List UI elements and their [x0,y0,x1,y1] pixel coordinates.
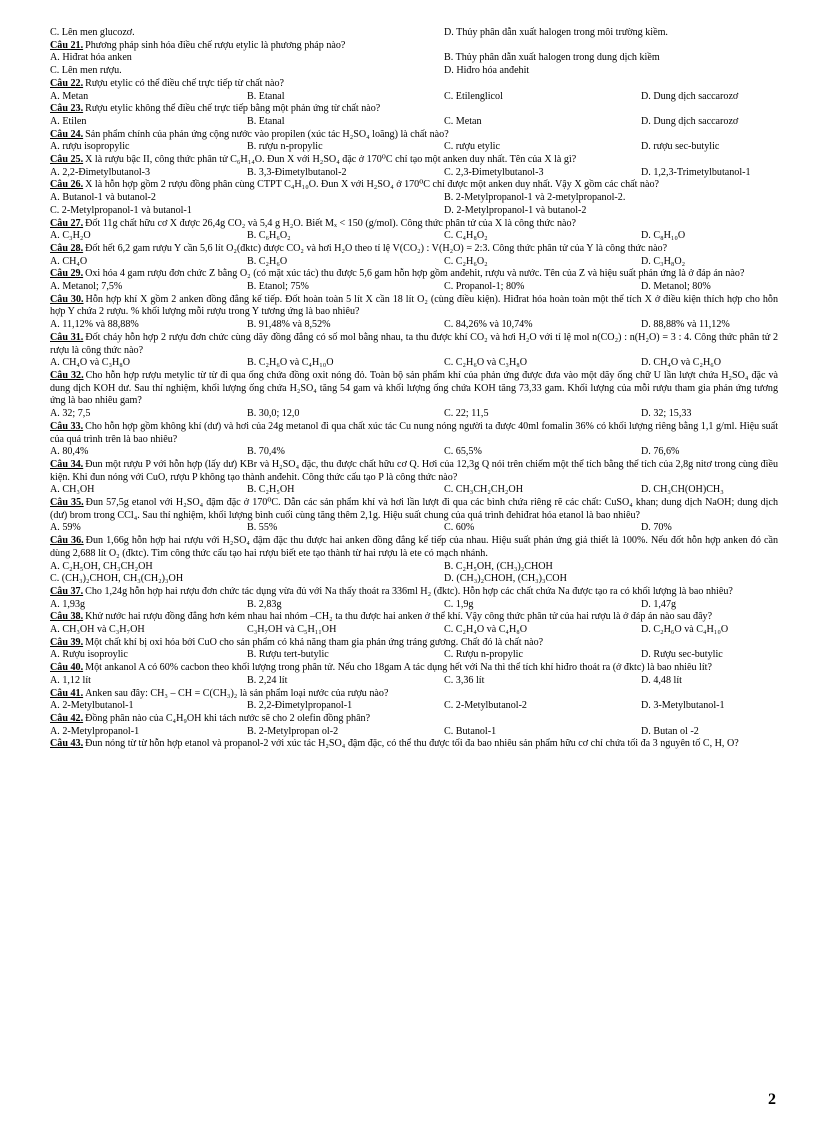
answer-option: B. 3,3-Đimetylbutanol-2 [247,166,347,178]
answer-option: C. Butanol-1 [444,725,497,737]
answer-option: A. 1,93g [50,598,86,610]
answer-option: A. 32; 7,5 [50,408,91,420]
answer-options [50,256,778,269]
answer-option: C. C₂H₆O₂ [444,255,488,267]
question-stem [50,332,778,357]
answer-option: D. C₈H₁₀O [641,230,686,242]
answer-option: C. 2-Metylpropanol-1 và butanol-1 [50,204,192,216]
question-number: Câu 22. [50,77,84,89]
answer-options [50,408,778,421]
answer-options [50,192,778,205]
answer-option: B. 70,4% [247,446,285,458]
question-text: Cho hỗn hợp rượu metylic từ từ đi qua ống chứa đồng oxit nóng đỏ. Toàn bộ sản phẩm khí của phản ứng được đưa vào một dãy ống chữ U lần lượt chứa H₂SO₄ đặc và dung dịch KOH dư. Sau thí nghiệm, khối lượng ống chứa H₂SO₄ tăng 54 gam và khối lượng ống chứa KOH tăng 73,33 gam. Khối lượng của mỗi rượu tham gia phản ứng tương ứng là bao nhiêu gam? [50,369,778,407]
answer-options [50,700,778,713]
answer-option: D. 32; 15,33 [641,408,692,420]
answer-option: B. C₆H₆O₂ [247,230,291,242]
answer-option: D. 2-Metylpropanol-1 và butanol-2 [444,204,587,216]
answer-option: C. 2-Metylbutanol-2 [444,700,527,712]
answer-option: A. CH₃OH và C₃H₇OH [50,624,145,636]
answer-options [50,357,778,370]
answer-option: A. C₃H₂O [50,230,91,242]
question-number: Câu 28. [50,242,84,254]
question-stem [50,78,778,91]
answer-option: B. rượu n-propylic [247,141,323,153]
answer-options [50,205,778,218]
question-text: Đun 57,5g etanol với H₂SO₄ đậm đặc ở 170⁰C. Dẫn các sản phẩm khí và hơi lần lượt đi qua các bình chứa riêng rẽ các chất: CuSO₄ khan; dung dịch NaOH; dung dịch (dư) brom trong CCl₄. Sau thí nghiệm, khối lượng bình cuối cùng tăng thêm 2,1g. Hiệu suất chung của quá trình đehiđrat hóa etanol là bao nhiêu? [50,497,779,521]
answer-option: A. 2-Metylpropanol-1 [50,725,140,737]
question-stem [50,294,778,319]
answer-option: D. Butan ol -2 [641,725,699,737]
question-stem [50,459,778,484]
question-number: Câu 39. [50,636,84,648]
question-number: Câu 25. [50,154,84,166]
answer-options [50,281,778,294]
answer-option: B. 30,0; 12,0 [247,408,300,420]
answer-option: D. Thủy phân dẫn xuất halogen trong môi trường kiềm. [444,27,668,38]
answer-option: C. C₄H₈O₂ [444,230,488,242]
question-number: Câu 26. [50,179,84,191]
question-text: X là rượu bậc II, công thức phân tử C₆H₁₄O. Đun X với H₂SO₄ đặc ở 170⁰C chỉ tạo một anken duy nhất. Tên của X là gì? [85,154,577,166]
question-text: Đốt 11g chất hữu cơ X được 26,4g CO₂ và 5,4 g H₂O. Biết Mₓ < 150 (g/mol). Công thức phân tử của X là công thức nào? [85,217,577,229]
question-stem [50,103,778,116]
answer-options [50,599,778,612]
answer-options [50,65,778,78]
answer-option: B. C₂H₅OH [247,484,295,496]
answer-option: C. rượu etylic [444,141,500,153]
answer-options [50,573,778,586]
answer-option: C. 1,9g [444,598,474,610]
question-text: Một ankanol A có 60% cacbon theo khối lượng trong phân tử. Nếu cho 18gam A tác dụng hết với Na thì thể tích khí hiđro thoát ra (ở đktc) là bao nhiêu lít? [85,662,712,674]
page-number: 2 [768,1091,776,1108]
answer-option: C. Etilenglicol [444,90,503,102]
exam-document [50,27,778,751]
answer-option: C. 22; 11,5 [444,408,489,420]
answer-option: D. 3-Metylbutanol-1 [641,700,725,712]
answer-options [50,319,778,332]
question-stem [50,637,778,650]
answer-options [50,522,778,535]
answer-option: C. (CH₃)₂CHOH, CH₃(CH₂)₃OH [50,573,184,585]
answer-option: B. Thủy phân dẫn xuất halogen trong dung dịch kiềm [444,52,660,64]
question-stem [50,129,778,142]
answer-option: A. Metan [50,90,89,102]
answer-options [50,484,778,497]
question-text: Đốt cháy hỗn hợp 2 rượu đơn chức cùng dãy đồng đẳng có số mol bằng nhau, ta thu được khí CO₂ và hơi H₂O với tỉ lệ mol n(CO₂) : n(H₂O) = 3 : 4. Công thức phân tử 2 rượu là công thức nào? [50,331,778,356]
question-stem [50,738,778,751]
answer-option: A. CH₃OH [50,484,95,496]
answer-option: D. rượu sec-butylic [641,141,720,153]
answer-option: B. 55% [247,522,278,534]
answer-option: A. Rượu isoproylic [50,649,128,661]
question-stem [50,154,778,167]
question-number: Câu 33. [50,420,84,432]
answer-option: C. Lên men rượu. [50,65,122,77]
question-number: Câu 24. [50,128,84,140]
answer-option: D. Metanol; 80% [641,281,711,293]
question-stem [50,713,778,726]
answer-option: A. Butanol-1 và butanol-2 [50,192,156,204]
answer-option: D. CH₃CH(OH)CH₃ [641,484,724,496]
answer-options [50,675,778,688]
question-text: Anken sau đây: CH₃ – CH = C(CH₃)₂ là sản phẩm loại nước của rượu nào? [85,687,389,699]
answer-option: B. C₂H₆O [247,255,288,267]
answer-options [50,91,778,104]
answer-options [50,141,778,154]
question-text: Rượu etylic không thể điều chế trực tiếp bằng một phản ứng từ chất nào? [85,103,381,115]
question-number: Câu 27. [50,217,84,229]
answer-option: D. 76,6% [641,446,680,458]
answer-option: C. Metan [444,115,482,127]
answer-option: B. Rượu tert-butylic [247,649,329,661]
question-text: Cho hỗn hợp gồm không khí (dư) và hơi của 24g metanol đi qua chất xúc tác Cu nung nóng người ta được 40ml fomalin 36% có khối lượng riêng bằng 1,1 g/ml. Hiệu suất của quá trình trên là bao nhiêu? [50,420,778,445]
answer-option: A. Etilen [50,115,87,127]
question-text: Đun 1,66g hỗn hợp hai rượu với H₂SO₄ đậm đặc thu được hai anken đồng đẳng kế tiếp của nhau. Hiệu suất phản ứng giả thiết là 100%. Nếu đốt hỗn hợp anken đó cần dùng 2,688 lít O₂ (đktc). Tìm công thức cấu tạo hai rượu biết ete tạo thành từ hai rượu là ete có mạch nhánh. [50,535,778,559]
question-stem [50,662,778,675]
question-number: Câu 38. [50,611,84,623]
answer-option: D. Dung dịch saccarozơ [641,90,739,102]
question-text: Đốt hết 6,2 gam rượu Y cần 5,6 lít O₂(đktc) được CO₂ và hơi H₂O theo tỉ lệ V(CO₂) : V(H₂O) = 2:3. Công thức phân tử của Y là công thức nào? [85,242,668,254]
answer-option: C. 84,26% và 10,74% [444,319,533,331]
question-text: Oxi hóa 4 gam rượu đơn chức Z bằng O₂ (có mặt xúc tác) thu được 5,6 gam hỗn hợp gồm anđehit, rượu và nước. Tên của Z và hiệu suất phản ứng là ở đáp án nào? [85,268,745,280]
answer-options [50,27,778,40]
answer-option: D. 1,47g [641,598,677,610]
answer-option: C. Propanol-1; 80% [444,281,525,293]
answer-option: D. Dung dịch saccarozơ [641,115,739,127]
answer-option: A. Hiđrat hóa anken [50,52,132,64]
question-number: Câu 40. [50,662,84,674]
question-stem [50,497,778,522]
answer-option: C. Rượu n-propylic [444,649,523,661]
question-stem [50,243,778,256]
question-number: Câu 42. [50,712,84,724]
answer-option: C. 65,5% [444,446,482,458]
answer-option: D. 88,88% và 11,12% [641,319,730,331]
answer-options [50,649,778,662]
answer-option: A. 11,12% và 88,88% [50,319,139,331]
answer-option: B. 2-Metylpropan ol-2 [247,725,339,737]
answer-option: C. C₂H₄O và C₄H₈O [444,624,528,636]
question-stem [50,586,778,599]
question-text: Một chất khí bị oxi hóa bởi CuO cho sản phẩm có khả năng tham gia phản ứng tráng gương. Chất đó là chất nào? [85,636,544,648]
question-number: Câu 21. [50,39,84,51]
answer-option: D. 4,48 lít [641,674,682,686]
answer-option: C. C₂H₆O và C₃H₈O [444,357,528,369]
answer-option: B. Etanal [247,115,285,127]
answer-option: B. 91,48% và 8,52% [247,319,331,331]
question-text: Đồng phân nào của C₄H₉OH khi tách nước sẽ cho 2 olefin đồng phân? [85,712,371,724]
question-stem [50,421,778,446]
question-stem [50,40,778,53]
question-number: Câu 36. [50,535,84,547]
question-number: Câu 32. [50,369,84,381]
question-text: Rượu etylic có thể điều chế trực tiếp từ chất nào? [85,77,284,89]
question-text: Đun một rượu P với hỗn hợp (lấy dư) KBr và H₂SO₄ đặc, thu được chất hữu cơ Q. Hơi của 12,3g Q nói trên chiếm một thể tích bằng thể tích của 2,8g nitơ trong cùng điều kiện. Khi đun nóng với CuO, rượu P không tạo thành anđehit. Công thức cấu tạo P là công thức nào? [50,458,779,483]
answer-option: D. CH₄O và C₂H₆O [641,357,722,369]
question-text: Sản phẩm chính của phản ứng cộng nước vào propilen (xúc tác H₂SO₄ loãng) là chất nào? [85,128,449,140]
answer-options [50,116,778,129]
question-text: Khử nước hai rượu đồng đẳng hơn kém nhau hai nhóm –CH₂ ta thu được hai anken ở thể khí. Vậy công thức phân tử của hai rượu là ở đáp án nào sau đây? [85,611,713,623]
answer-option: C₃H₇OH và C₅H₁₁OH [247,624,337,636]
answer-options [50,230,778,243]
answer-option: C. Lên men glucozơ. [50,27,135,38]
question-text: Đun nóng từ từ hỗn hợp etanol và propanol-2 với xúc tác H₂SO₄ đậm đặc, có thể thu được tối đa bao nhiêu sản phẩm hữu cơ chỉ chứa tối đa 3 nguyên tố C, H, O? [85,738,739,750]
answer-option: C. CH₃CH₂CH₂OH [444,484,523,496]
answer-option: C. 60% [444,522,475,534]
answer-option: D. Rượu sec-butylic [641,649,723,661]
answer-option: A. C₂H₅OH, CH₃CH₂OH [50,560,153,572]
question-text: Phương pháp sinh hóa điều chế rượu etylic là phương pháp nào? [85,39,346,51]
answer-options [50,167,778,180]
answer-option: A. 80,4% [50,446,89,458]
answer-option: B. Etanol; 75% [247,281,309,293]
answer-options [50,726,778,739]
question-stem [50,535,778,560]
answer-option: B. C₂H₅OH, (CH₃)₂CHOH [444,560,553,572]
answer-option: B. C₂H₆O và C₄H₁₀O [247,357,334,369]
question-number: Câu 41. [50,687,84,699]
answer-option: B. Etanal [247,90,285,102]
question-text: Hỗn hợp khí X gồm 2 anken đồng đẳng kế tiếp. Đốt hoàn toàn 5 lít X cần 18 lít O₂ (cùng điều kiện). Hiđrat hóa hoàn toàn một thể tích X ở điều kiện thích hợp cho hỗn hợp Y chứa 2 rượu. % khối lượng mỗi rượu trong Y tương ứng là bao nhiêu? [50,293,778,318]
question-text: X là hỗn hợp gồm 2 rượu đồng phân cùng CTPT C₄H₁₀O. Đun X với H₂SO₄ ở 170⁰C chỉ được một anken duy nhất. Vậy X gồm các chất nào? [85,179,659,191]
question-number: Câu 34. [50,458,84,470]
answer-options [50,561,778,574]
answer-option: D. C₃H₈O₂ [641,255,686,267]
answer-option: A. 1,12 lít [50,674,91,686]
answer-option: A. CH₄O và C₃H₈O [50,357,131,369]
answer-options [50,624,778,637]
answer-option: B. 2-Metylpropanol-1 và 2-metylpropanol-2. [444,192,626,204]
question-number: Câu 43. [50,738,84,750]
question-stem [50,688,778,701]
question-number: Câu 30. [50,293,84,305]
question-stem [50,268,778,281]
answer-option: D. C₂H₆O và C₄H₁₀O [641,624,729,636]
answer-option: C. 2,3-Đimetylbutanol-3 [444,166,544,178]
question-stem [50,218,778,231]
question-stem [50,611,778,624]
answer-options [50,446,778,459]
question-stem [50,179,778,192]
answer-option: A. CH₄O [50,255,88,267]
answer-option: A. 2,2-Đimetylbutanol-3 [50,166,151,178]
answer-option: A. Metanol; 7,5% [50,281,123,293]
answer-option: A. 59% [50,522,81,534]
answer-option: B. 2,83g [247,598,282,610]
question-number: Câu 35. [50,497,84,509]
answer-option: D. 1,2,3-Trimetylbutanol-1 [641,166,751,178]
question-number: Câu 23. [50,103,84,115]
question-text: Cho 1,24g hỗn hợp hai rượu đơn chức tác dụng vừa đủ với Na thấy thoát ra 336ml H₂ (đktc). Hỗn hợp các chất chứa Na được tạo ra có khối lượng là bao nhiêu? [85,585,733,597]
answer-option: D. Hiđro hóa anđehit [444,65,530,77]
answer-option: D. 70% [641,522,672,534]
question-number: Câu 31. [50,331,84,343]
question-number: Câu 37. [50,585,84,597]
question-stem [50,370,778,408]
answer-option: A. 2-Metylbutanol-1 [50,700,134,712]
question-number: Câu 29. [50,268,84,280]
answer-option: D. (CH₃)₂CHOH, (CH₃)₃COH [444,573,567,585]
answer-option: B. 2,2-Đimetylpropanol-1 [247,700,353,712]
answer-option: A. rượu isopropylic [50,141,130,153]
answer-option: B. 2,24 lít [247,674,288,686]
answer-options [50,52,778,65]
answer-option: C. 3,36 lít [444,674,485,686]
